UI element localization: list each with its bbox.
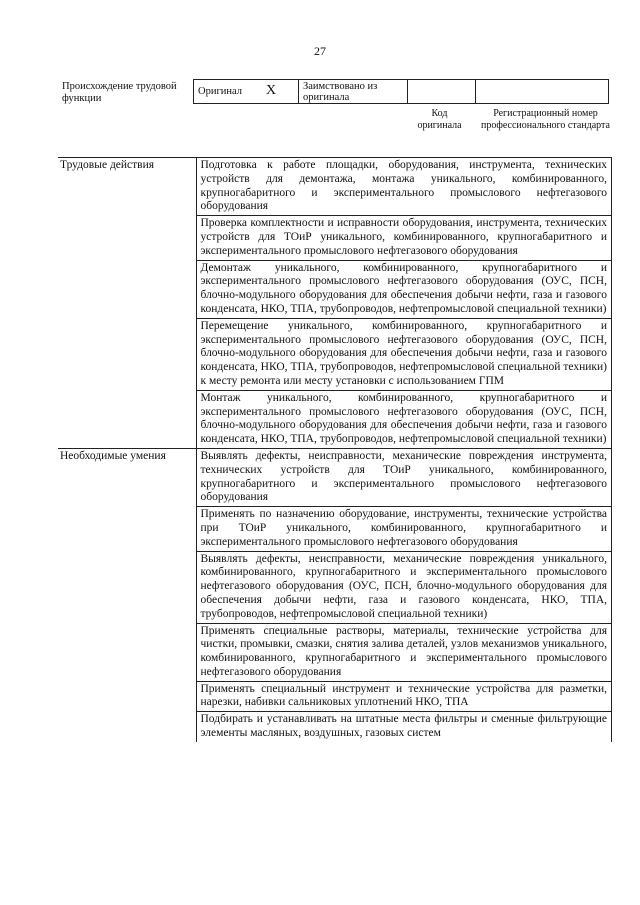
table-cell: Применять специальный инструмент и технические устройства для разметки, нарезки, набивки сальниковых уплотнений НКО, ТПА xyxy=(196,681,612,712)
code-cell xyxy=(408,80,476,104)
code-caption: Код оригинала xyxy=(417,108,462,131)
table-cell: Перемещение уникального, комбинированного, крупногабаритного и экспериментального промыслового нефтегазового оборудования (ОУС, ПСН, блочно-модульного оборудования для обеспечения добычи нефти, газа и газового конденсата, НКО, ТПА, трубопроводов, нефтепромысловой специальной техники) к месту ремонта или месту установки с использованием ГПМ xyxy=(196,318,612,390)
table-cell: Применять специальные растворы, материалы, технические устройства для чистки, промывки, смазки, снятия залива деталей, узлов механизмов уникального, комбинированного, крупногабаритного и экспериментального промыслового нефтегазового оборудования xyxy=(196,623,612,681)
table-cell: Применять по назначению оборудование, инструменты, технические устройства при ТОиР уникального, комбинированного, крупногабаритного и экспериментального промыслового нефтегазового оборудования xyxy=(196,507,612,551)
table-cell: Монтаж уникального, комбинированного, крупногабаритного и экспериментального промыслового нефтегазового оборудования (ОУС, ПСН, блочно-модульного оборудования для обеспечения добычи нефти, газа и газового конденсата, НКО, ТПА, трубопроводов, нефтепромысловой специальной техники) xyxy=(196,390,612,448)
table-cell: Выявлять дефекты, неисправности, механические повреждения инструмента, технических устройств для ТОиР уникального, комбинированного, крупногабаритного и экспериментального промыслового нефтегазового оборудования xyxy=(196,448,612,506)
page-number: 27 xyxy=(314,44,326,58)
original-mark: X xyxy=(266,83,277,98)
table-cell: Выявлять дефекты, неисправности, механические повреждения уникального, комбинированного, крупногабаритного и экспериментального промыслового нефтегазового оборудования (ОУС, ПСН, блочно-модульного оборудования для обеспечения добычи нефти, газа и газового конденсата, НКО, ТПА, трубопроводов, нефтепромысловой специальной техники) xyxy=(196,551,612,623)
section-title-required-skills: Необходимые умения xyxy=(58,448,196,741)
table-cell: Демонтаж уникального, комбинированного, крупногабаритного и экспериментального промыслового нефтегазового оборудования (ОУС, ПСН, блочно-модульного оборудования для обеспечения добычи нефти, газа и газового конденсата, НКО, ТПА, трубопроводов, нефтепромысловой специальной техники) xyxy=(196,260,612,318)
borrowed-label: Заимствовано из оригинала xyxy=(303,80,378,103)
section-title-labor-actions: Трудовые действия xyxy=(58,158,196,449)
function-table xyxy=(58,157,612,742)
original-cell xyxy=(194,80,299,104)
original-label: Оригинал xyxy=(198,86,242,97)
table-row xyxy=(58,448,612,506)
origin-label: Происхождение трудовой функции xyxy=(62,81,177,104)
borrowed-cell xyxy=(299,80,408,104)
origin-table xyxy=(193,79,609,104)
table-cell: Проверка комплектности и исправности оборудования, инструмента, технических устройств для ТОиР уникального, комбинированного, крупногабаритного и экспериментального промыслового нефтегазового оборудования xyxy=(196,216,612,260)
reg-number-cell xyxy=(476,80,609,104)
table-row xyxy=(58,158,612,216)
table-cell: Подбирать и устанавливать на штатные места фильтры и сменные фильтрующие элементы масляных, воздушных, газовых систем xyxy=(196,712,612,742)
reg-number-caption: Регистрационный номер профессионального стандарта xyxy=(481,108,610,131)
table-cell: Подготовка к работе площадки, оборудования, инструмента, технических устройств для демонтажа, монтажа уникального, комбинированного, крупногабаритного и экспериментального промыслового нефтегазового оборудования xyxy=(196,158,612,216)
